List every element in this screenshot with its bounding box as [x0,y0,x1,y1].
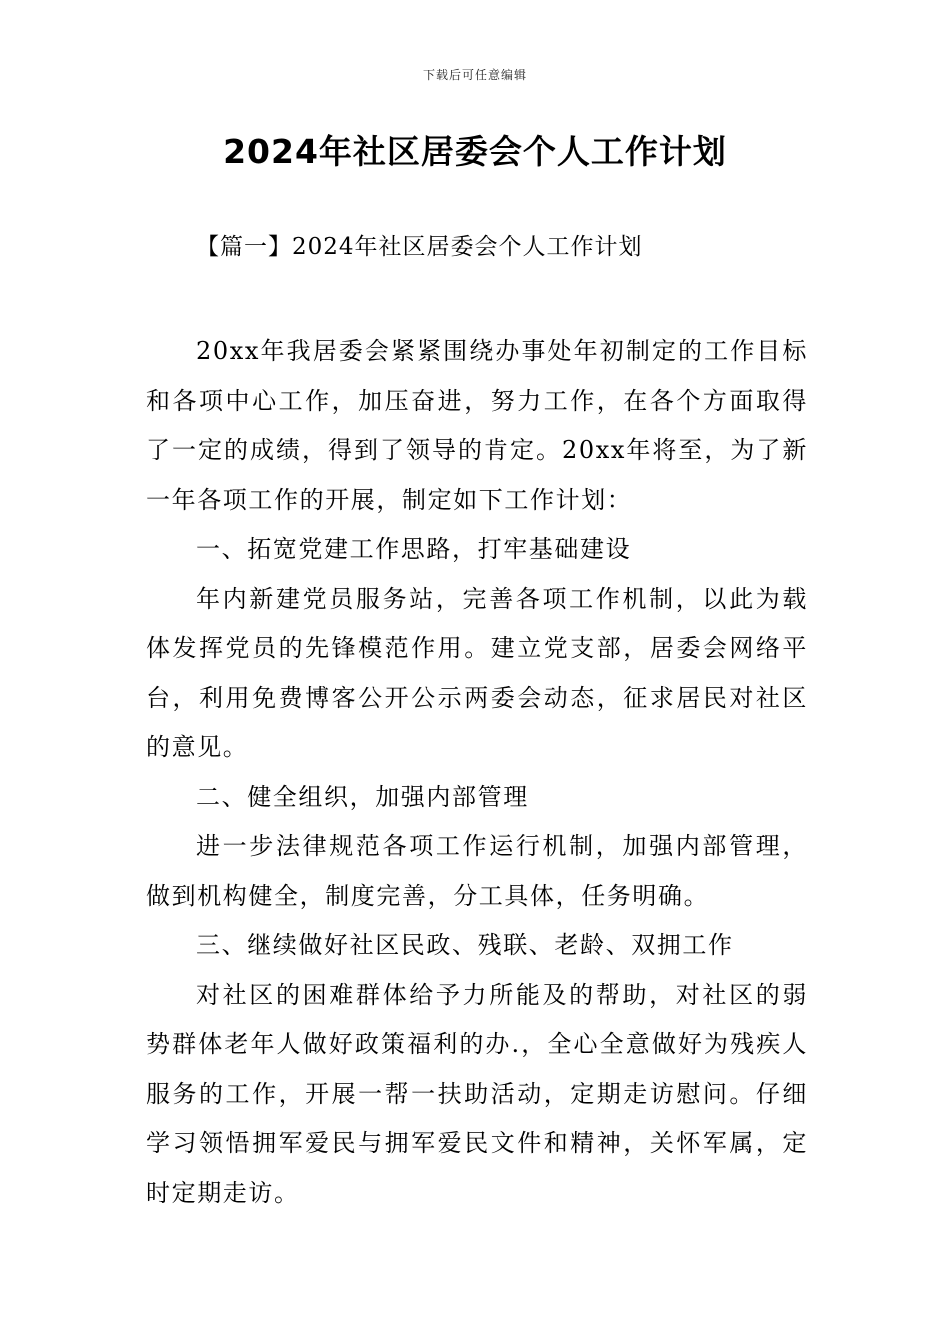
heading-party-building: 一、拓宽党建工作思路，打牢基础建设 [196,535,632,563]
paragraph-intro: 20xx年我居委会紧紧围绕办事处年初制定的工作目标和各项中心工作，加压奋进，努力工作，在各个方面取得了一定的成绩，得到了领导的肯定。20xx年将至，为了新一年各项工作的开展，制定如下工作计划： [146,337,808,514]
paragraph-party-building: 年内新建党员服务站，完善各项工作机制，以此为载体发挥党员的先锋模范作用。建立党支部，居委会网络平台，利用免费博客公开公示两委会动态，征求居民对社区的意见。 [146,584,808,761]
document-title: 2024年社区居委会个人工作计划 [223,132,727,171]
paragraph-organization: 进一步法律规范各项工作运行机制，加强内部管理，做到机构健全，制度完善，分工具体，任务明确。 [146,832,808,910]
document-body [146,327,808,1218]
header-note: 下载后可任意编辑 [422,68,527,82]
heading-organization: 二、健全组织，加强内部管理 [196,782,529,811]
section-title: 【篇一】2024年社区居委会个人工作计划 [196,234,643,260]
heading-civil-affairs: 三、继续做好社区民政、残联、老龄、双拥工作 [196,931,734,959]
paragraph-civil-affairs: 对社区的困难群体给予力所能及的帮助，对社区的弱势群体老年人做好政策福利的办.，全心全意做好为残疾人服务的工作，开展一帮一扶助活动，定期走访慰问。仔细学习领悟拥军爱民与拥军爱民文件和精神，关怀军属，定时定期走访。 [146,980,808,1207]
